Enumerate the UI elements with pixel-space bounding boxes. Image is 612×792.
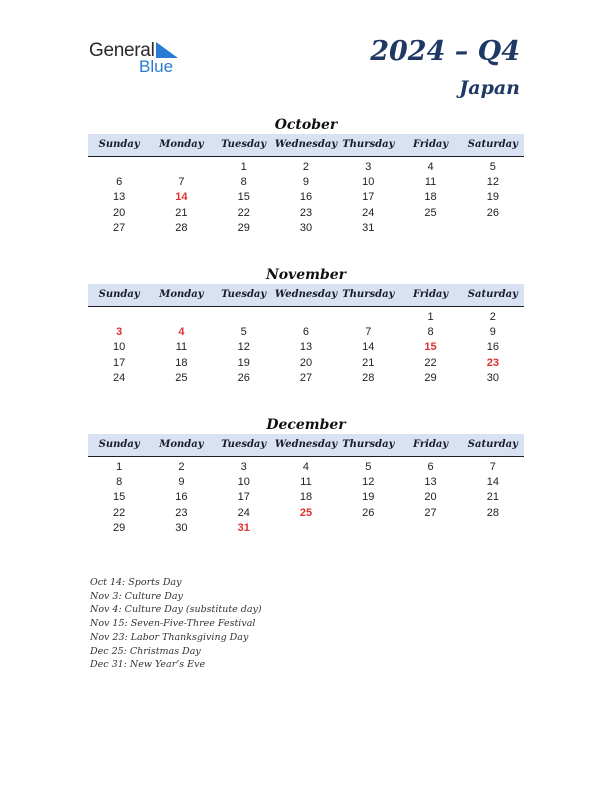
month-october [88,116,524,236]
day-cell: 22 [237,206,250,219]
day-cell: 15 [237,191,250,204]
weekday-label: Sunday [98,289,140,300]
month-title: November [265,267,347,283]
day-cell: 6 [116,176,123,189]
weekday-label: Wednesday [274,289,338,300]
week-row [88,340,524,355]
holiday-day-cell: 23 [486,356,499,369]
day-cell: 27 [424,506,437,519]
weekday-label: Thursday [342,439,395,450]
day-cell: 18 [299,491,313,504]
day-cell: 18 [424,191,437,204]
week-row [88,490,524,505]
weekday-label: Thursday [342,289,395,300]
week-row [88,221,524,236]
empty-day-cell [275,310,337,325]
holiday-note: Nov 3: Culture Day [90,590,183,602]
empty-day-cell [88,310,150,325]
day-cell: 10 [237,476,250,489]
day-cell: 29 [424,371,437,384]
day-cell: 26 [362,506,375,519]
day-cell: 14 [486,476,499,489]
day-cell: 1 [240,161,247,173]
week-row [88,206,524,221]
day-cell: 20 [424,491,437,504]
day-cell: 3 [240,461,247,473]
day-grid [88,310,524,386]
empty-day-cell [399,521,461,536]
day-cell: 21 [486,491,499,504]
week-row [88,160,524,175]
holiday-note: Dec 25: Christmas Day [90,645,201,657]
week-row [88,175,524,190]
weekday-label: Monday [159,139,204,150]
weekday-label: Tuesday [221,289,267,300]
day-cell: 26 [237,371,250,384]
week-row [88,475,524,490]
weekday-label: Tuesday [221,139,267,150]
day-grid [88,460,524,536]
weekday-label: Sunday [98,139,140,150]
day-cell: 31 [362,221,375,234]
day-cell: 21 [362,356,375,369]
day-cell: 12 [486,176,499,189]
week-row [88,190,524,205]
holiday-note: Dec 31: New Year’s Eve [90,659,206,671]
day-cell: 4 [302,461,310,473]
day-cell: 16 [486,341,499,354]
weekday-header [88,284,524,307]
day-cell: 6 [302,326,310,339]
day-cell: 16 [175,491,188,504]
day-cell: 15 [113,491,126,504]
day-cell: 17 [113,356,126,369]
day-cell: 1 [116,461,123,473]
month-december [88,416,524,536]
week-row [88,506,524,521]
day-cell: 3 [365,161,372,173]
weekday-label: Friday [412,289,449,300]
day-cell: 19 [486,191,499,204]
weekday-label: Monday [159,439,204,450]
empty-day-cell [399,221,461,236]
empty-day-cell [462,521,524,536]
day-cell: 30 [486,371,499,384]
day-cell: 5 [489,161,496,173]
weekday-label: Tuesday [221,439,267,450]
day-cell: 21 [175,206,188,219]
holiday-day-cell: 3 [116,326,123,339]
day-cell: 22 [424,356,437,369]
day-cell: 28 [362,371,375,384]
day-cell: 24 [113,371,126,384]
day-cell: 4 [427,161,434,173]
day-cell: 1 [427,311,434,323]
week-row [88,371,524,386]
weekday-label: Friday [412,139,449,150]
day-cell: 22 [113,506,126,519]
empty-day-cell [150,160,212,175]
day-cell: 10 [113,341,126,354]
day-cell: 30 [175,521,188,534]
empty-day-cell [213,310,275,325]
holiday-day-cell: 14 [175,191,188,204]
day-cell: 20 [113,206,126,219]
holiday-day-cell: 25 [299,506,313,519]
holiday-day-cell: 31 [237,521,250,534]
weekday-header [88,134,524,157]
day-cell: 11 [175,341,188,354]
day-cell: 8 [116,476,123,489]
logo [89,40,199,80]
day-grid [88,160,524,236]
day-cell: 12 [237,341,250,354]
day-cell: 25 [175,371,188,384]
day-cell: 25 [424,206,437,219]
holiday-day-cell: 15 [424,341,437,354]
day-cell: 10 [362,176,375,189]
day-cell: 29 [237,221,250,234]
day-cell: 8 [240,176,247,189]
day-cell: 24 [237,506,250,519]
day-cell: 9 [489,326,496,339]
day-cell: 11 [424,176,437,189]
weekday-label: Thursday [342,139,395,150]
day-cell: 19 [362,491,375,504]
holiday-notes [90,576,262,672]
holiday-note: Nov 23: Labor Thanksgiving Day [90,631,249,643]
weekday-label: Wednesday [274,139,338,150]
day-cell: 27 [299,371,313,384]
day-cell: 8 [427,326,434,339]
month-title: December [266,417,346,433]
week-row [88,460,524,475]
day-cell: 28 [175,221,188,234]
month-title: October [274,117,338,133]
day-cell: 18 [175,356,188,369]
day-cell: 30 [299,221,313,234]
day-cell: 2 [178,461,185,473]
holiday-day-cell: 4 [178,326,185,339]
day-cell: 12 [362,476,375,489]
logo-text-blue: Blue [139,57,174,76]
holiday-note: Nov 4: Culture Day (substitute day) [90,604,262,616]
day-cell: 6 [427,461,434,473]
weekday-label: Saturday [467,289,518,300]
empty-day-cell [337,310,399,325]
day-cell: 7 [365,326,372,339]
day-cell: 29 [113,521,126,534]
country-name: Japan [459,77,520,99]
day-cell: 19 [237,356,250,369]
day-cell: 7 [489,461,496,473]
month-november [88,266,524,386]
day-cell: 24 [362,206,375,219]
logo-text-general: General [89,40,155,61]
week-row [88,325,524,340]
page-title: 2024 – Q4 [370,36,520,67]
day-cell: 9 [302,176,310,189]
weekday-label: Sunday [98,439,140,450]
day-cell: 23 [175,506,188,519]
weekday-header [88,434,524,457]
holiday-note: Oct 14: Sports Day [90,577,182,588]
day-cell: 2 [302,161,310,173]
weekday-label: Monday [159,289,204,300]
day-cell: 27 [113,221,126,234]
weekday-label: Friday [412,439,449,450]
day-cell: 26 [486,206,499,219]
day-cell: 5 [365,461,372,473]
day-cell: 20 [299,356,313,369]
empty-day-cell [88,160,150,175]
empty-day-cell [462,221,524,236]
week-row [88,310,524,325]
weekday-label: Wednesday [274,439,338,450]
logo-triangle-icon [156,42,178,58]
day-cell: 9 [178,476,185,489]
day-cell: 17 [237,491,250,504]
day-cell: 23 [299,206,313,219]
empty-day-cell [275,521,337,536]
day-cell: 13 [299,341,313,354]
empty-day-cell [337,521,399,536]
day-cell: 16 [299,191,313,204]
day-cell: 11 [300,476,312,489]
day-cell: 14 [362,341,375,354]
day-cell: 13 [113,191,126,204]
day-cell: 13 [424,476,437,489]
day-cell: 2 [489,311,496,323]
day-cell: 5 [240,326,247,339]
holiday-note: Nov 15: Seven-Five-Three Festival [90,618,256,630]
week-row [88,356,524,371]
weekday-label: Saturday [467,439,518,450]
day-cell: 17 [362,191,375,204]
day-cell: 7 [178,176,185,189]
day-cell: 28 [486,506,499,519]
weekday-label: Saturday [467,139,518,150]
week-row [88,521,524,536]
empty-day-cell [150,310,212,325]
